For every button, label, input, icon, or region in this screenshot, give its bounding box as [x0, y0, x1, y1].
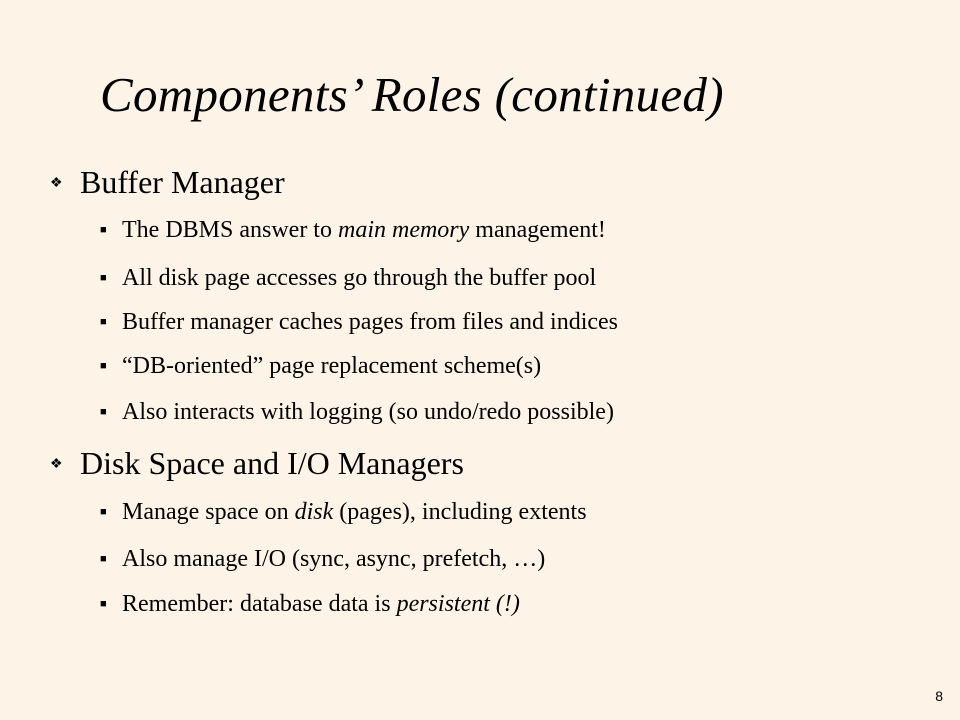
sub-bullet-item: [100, 307, 618, 337]
sub-bullet-item: [100, 589, 520, 619]
emphasis-text: persistent (!): [396, 590, 520, 617]
square-bullet-icon: ■: [100, 552, 107, 565]
emphasis-text: disk: [294, 498, 334, 525]
sub-bullet-text: Also interacts with logging (so undo/redo possible): [122, 398, 614, 425]
sub-bullet-item: [100, 497, 587, 527]
sub-bullet-text: Manage space on disk (pages), including extents: [122, 498, 587, 525]
slide-title: Components’ Roles (continued): [100, 67, 724, 122]
square-bullet-icon: ■: [100, 505, 107, 518]
square-bullet-icon: ■: [100, 405, 107, 418]
sub-bullet-text: Remember: database data is persistent (!): [122, 590, 520, 617]
bullet-heading: Buffer Manager: [80, 163, 285, 200]
diamond-arrow-icon: ❖: [50, 176, 63, 191]
bullet-buffer-manager: [50, 164, 285, 200]
diamond-arrow-icon: ❖: [50, 457, 63, 472]
sub-bullet-item: [100, 397, 614, 427]
bullet-heading: Disk Space and I/O Managers: [80, 444, 464, 481]
sub-bullet-text: Also manage I/O (sync, async, prefetch, …): [122, 545, 546, 572]
sub-bullet-item: [100, 544, 545, 574]
square-bullet-icon: ■: [100, 271, 107, 284]
page-number: 8: [935, 688, 943, 704]
bullet-disk-space-io-managers: [50, 445, 464, 481]
sub-bullet-text: All disk page accesses go through the buffer pool: [122, 264, 597, 291]
sub-bullet-text: “DB-oriented” page replacement scheme(s): [122, 352, 542, 379]
square-bullet-icon: ■: [100, 359, 107, 372]
sub-bullet-item: [100, 351, 541, 381]
sub-bullet-item: [100, 215, 606, 245]
sub-bullet-item: [100, 263, 596, 293]
square-bullet-icon: ■: [100, 597, 107, 610]
square-bullet-icon: ■: [100, 223, 107, 236]
emphasis-text: main memory: [337, 216, 470, 243]
square-bullet-icon: ■: [100, 315, 107, 328]
sub-bullet-text: Buffer manager caches pages from files and indices: [122, 308, 619, 335]
sub-bullet-text: The DBMS answer to main memory management!: [122, 216, 606, 243]
